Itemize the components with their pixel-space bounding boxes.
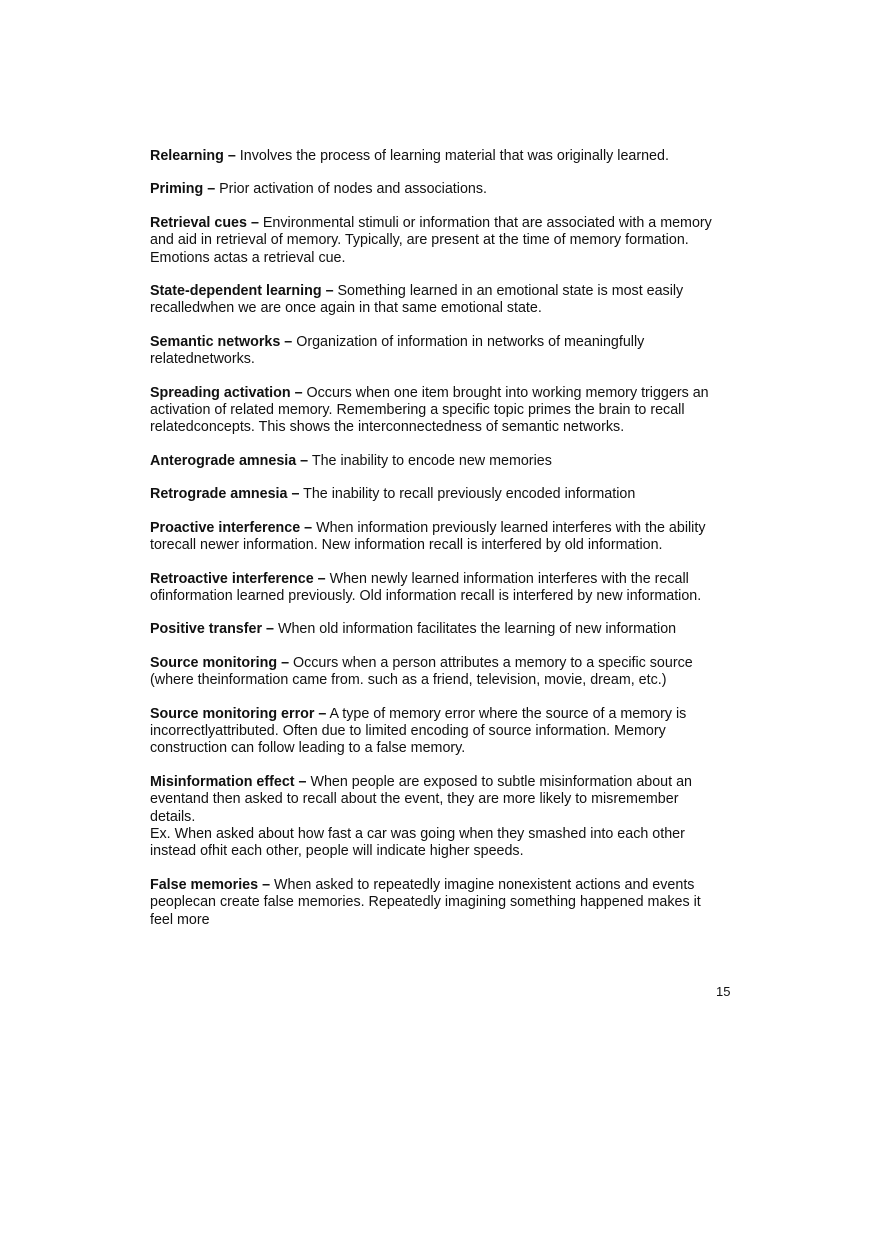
glossary-example: Ex. When asked about how fast a car was going when they smashed into each other instead ofhit each other, people will indicate higher speeds. [150,825,685,860]
glossary-definition: A type of memory error where the source of a memory is incorrectlyattributed. Often due to limited encoding of source information. Memory construction can follow leading to a false memory. [150,705,687,757]
glossary-term: Priming – [150,181,216,198]
glossary-entry-source-monitoring-error [150,706,725,758]
glossary-entry-misinformation-effect [150,774,725,861]
glossary-definition: The inability to recall previously encoded information [299,486,636,503]
glossary-definition: When old information facilitates the learning of new information [273,621,677,638]
glossary-definition: Organization of information in networks of meaningfully relatednetworks. [150,333,645,368]
glossary-term: Retrieval cues – [150,214,259,231]
glossary-definition: Occurs when a person attributes a memory to a specific source (where theinformation came from. such as a friend, television, movie, dream, etc.) [150,654,693,689]
glossary-term: Misinformation effect – [150,773,307,790]
glossary-definition: Environmental stimuli or information that are associated with a memory and aid in retrieval of memory. Typically, are present at the time of memory formation. Emotions actas a retrieval cue. [150,214,712,266]
glossary-definition: When asked to repeatedly imagine nonexistent actions and events peoplecan create false memories. Repeatedly imagining something happened makes it feel more [150,876,701,928]
glossary-term: Retroactive interference – [150,570,326,587]
glossary-entry-spreading-activation [150,385,725,437]
glossary-entry-anterograde-amnesia [150,453,725,470]
glossary-definition: Something learned in an emotional state is most easily recalledwhen we are once again in that same emotional state. [150,283,684,317]
glossary-term: Source monitoring error – [150,705,327,722]
glossary-term: Proactive interference – [150,519,313,536]
glossary-definition: When newly learned information interferes with the recall ofinformation learned previously. Old information recall is interfered by new information. [150,570,702,604]
glossary-term: Semantic networks – [150,333,293,350]
glossary-entry-semantic-networks [150,334,725,369]
glossary-entry-relearning [150,148,725,165]
glossary-entry-proactive-interference [150,520,725,555]
glossary-entry-retrograde-amnesia [150,486,725,503]
glossary-term: False memories – [150,876,271,893]
glossary-definition: When information previously learned interferes with the ability torecall newer information. New information recall is interfered by old information. [150,519,706,554]
glossary-definition: When people are exposed to subtle misinformation about an eventand then asked to recall about the event, they are more likely to misremember details. [150,773,692,825]
glossary-list [150,148,725,945]
glossary-entry-source-monitoring [150,655,725,690]
glossary-entry-state-dependent-learning [150,283,725,318]
glossary-entry-false-memories [150,877,725,929]
glossary-term: Anterograde amnesia – [150,452,309,469]
glossary-term: Source monitoring – [150,654,290,671]
glossary-term: Positive transfer – [150,621,274,638]
glossary-term: Relearning – [150,148,236,164]
glossary-definition: Involves the process of learning material that was originally learned. [235,148,669,164]
glossary-entry-priming [150,181,725,198]
glossary-entry-retroactive-interference [150,571,725,606]
page-number: 15 [716,984,731,999]
glossary-term: State-dependent learning – [150,283,334,300]
glossary-definition: Prior activation of nodes and associations. [215,181,487,198]
glossary-definition: The inability to encode new memories [308,452,552,469]
glossary-definition: Occurs when one item brought into working memory triggers an activation of related memory. Remembering a specific topic primes the brain to recall relatedconcepts. This shows the interconnectedness of semantic networks. [150,384,709,436]
glossary-entry-retrieval-cues [150,215,725,267]
glossary-entry-positive-transfer [150,621,725,638]
glossary-term: Spreading activation – [150,384,303,401]
glossary-term: Retrograde amnesia – [150,486,300,503]
